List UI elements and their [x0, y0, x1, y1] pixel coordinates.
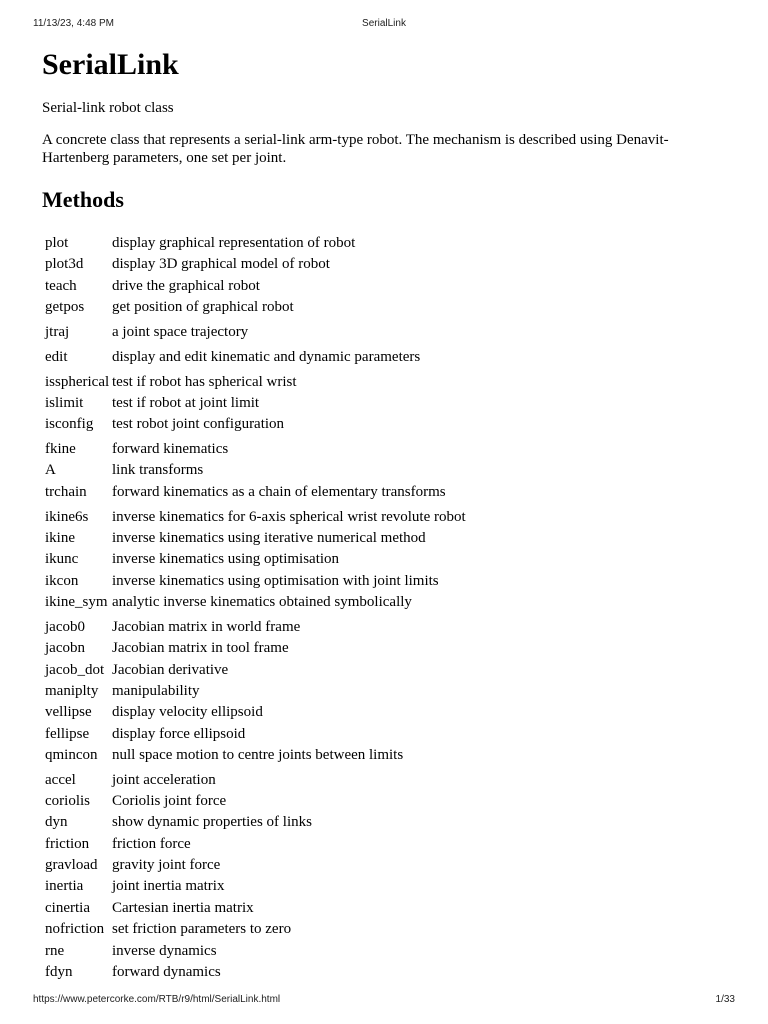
method-description: joint inertia matrix [112, 878, 225, 895]
method-description: test if robot has spherical wrist [112, 373, 297, 390]
method-row [45, 528, 705, 549]
method-description: drive the graphical robot [112, 277, 260, 294]
method-row [45, 439, 705, 460]
method-description: Jacobian matrix in tool frame [112, 640, 289, 657]
method-description: forward dynamics [112, 963, 221, 980]
method-name: nofriction [45, 921, 105, 938]
method-description: Coriolis joint force [112, 793, 227, 810]
method-row [45, 276, 705, 297]
method-name: jacob_dot [45, 661, 105, 678]
method-row [45, 745, 705, 766]
method-name: cinertia [45, 899, 90, 916]
method-description: manipulability [112, 682, 200, 699]
class-description: A concrete class that represents a serial-link arm-type robot. The mechanism is described using Denavit-Hartenberg parameters, one set per joint. [42, 132, 669, 166]
print-footer [0, 994, 768, 1008]
method-description: display graphical representation of robot [112, 235, 356, 251]
method-name: islimit [45, 394, 84, 411]
method-group [45, 322, 705, 343]
method-row [45, 617, 705, 638]
method-group [45, 347, 705, 368]
method-description: display 3D graphical model of robot [112, 256, 330, 273]
method-description: gravity joint force [112, 857, 221, 874]
method-name: getpos [45, 299, 85, 316]
method-row [45, 876, 705, 897]
page-title: SerialLink [42, 48, 179, 81]
method-group [45, 372, 705, 436]
method-row [45, 347, 705, 368]
method-name: jacob0 [45, 618, 85, 635]
method-row [45, 919, 705, 940]
method-row [45, 941, 705, 962]
method-name: isspherical [45, 373, 110, 390]
method-name: jtraj [45, 323, 70, 340]
method-row [45, 638, 705, 659]
method-name: fdyn [45, 963, 73, 980]
method-name: edit [45, 348, 68, 365]
methods-heading: Methods [42, 187, 124, 212]
method-row [45, 414, 705, 435]
method-row [45, 393, 705, 414]
method-group [45, 439, 705, 503]
method-description: Jacobian derivative [112, 661, 229, 678]
method-row [45, 834, 705, 855]
method-description: inverse kinematics using optimisation [112, 551, 340, 568]
method-description: set friction parameters to zero [112, 921, 292, 938]
method-description: show dynamic properties of links [112, 814, 312, 831]
method-row [45, 372, 705, 393]
method-description: inverse kinematics for 6-axis spherical wrist revolute robot [112, 508, 466, 525]
method-description: display velocity ellipsoid [112, 704, 263, 721]
method-row [45, 507, 705, 528]
method-name: fellipse [45, 725, 90, 742]
method-name: fkine [45, 441, 76, 458]
method-row [45, 898, 705, 919]
method-description: test if robot at joint limit [112, 394, 260, 411]
method-group [45, 233, 705, 318]
methods-table [45, 233, 705, 987]
method-description: inverse kinematics using iterative numerical method [112, 529, 426, 546]
method-description: inverse dynamics [112, 942, 217, 959]
method-name: ikine_sym [45, 594, 108, 610]
method-group [45, 617, 705, 766]
method-row [45, 571, 705, 592]
method-row [45, 681, 705, 702]
document-body [42, 40, 732, 980]
method-group [45, 770, 705, 983]
method-description: null space motion to centre joints between limits [112, 746, 404, 763]
method-row [45, 724, 705, 745]
method-row [45, 702, 705, 723]
method-name: vellipse [45, 704, 92, 721]
method-row [45, 322, 705, 343]
method-name: ikcon [45, 572, 79, 589]
method-name: plot3d [45, 256, 84, 273]
method-name: accel [45, 771, 76, 788]
method-description: Jacobian matrix in world frame [112, 618, 301, 635]
method-description: link transforms [112, 462, 204, 479]
method-row [45, 592, 705, 613]
method-name: qmincon [45, 746, 98, 763]
method-name: coriolis [45, 793, 90, 810]
method-name: trchain [45, 483, 87, 500]
source-url-link[interactable]: https://www.petercorke.com/RTB/r9/html/SerialLink.html [33, 994, 281, 1005]
method-row [45, 962, 705, 983]
method-description: forward kinematics [112, 441, 229, 458]
print-page-title: SerialLink [362, 18, 406, 29]
method-description: display force ellipsoid [112, 725, 246, 742]
method-row [45, 791, 705, 812]
method-description: a joint space trajectory [112, 323, 249, 340]
method-name: maniplty [45, 682, 99, 699]
method-description: get position of graphical robot [112, 299, 294, 316]
method-group [45, 507, 705, 614]
method-description: analytic inverse kinematics obtained symbolically [112, 594, 412, 610]
method-name: plot [45, 235, 69, 251]
class-summary: Serial-link robot class [42, 100, 174, 116]
method-name: teach [45, 277, 77, 294]
method-row [45, 460, 705, 481]
method-description: friction force [112, 835, 191, 852]
method-name: A [45, 462, 56, 479]
method-description: joint acceleration [112, 771, 216, 788]
method-name: ikine [45, 529, 75, 546]
method-name: dyn [45, 814, 68, 831]
method-name: ikine6s [45, 508, 89, 525]
method-row [45, 482, 705, 503]
method-row [45, 812, 705, 833]
method-row [45, 660, 705, 681]
method-row [45, 297, 705, 318]
method-row [45, 254, 705, 275]
method-row [45, 770, 705, 791]
method-row [45, 549, 705, 570]
page-number: 1/33 [715, 994, 735, 1005]
print-datetime: 11/13/23, 4:48 PM [33, 18, 114, 29]
method-row [45, 233, 705, 254]
method-name: jacobn [45, 640, 85, 657]
method-name: friction [45, 835, 90, 852]
method-name: inertia [45, 878, 84, 895]
method-row [45, 855, 705, 876]
method-name: ikunc [45, 551, 79, 568]
print-header [0, 18, 768, 32]
method-description: inverse kinematics using optimisation with joint limits [112, 572, 439, 589]
method-name: gravload [45, 857, 98, 874]
method-description: forward kinematics as a chain of elementary transforms [112, 483, 446, 500]
method-description: Cartesian inertia matrix [112, 899, 254, 916]
method-description: test robot joint configuration [112, 416, 285, 433]
method-name: rne [45, 942, 65, 959]
method-description: display and edit kinematic and dynamic parameters [112, 348, 421, 365]
method-name: isconfig [45, 416, 94, 433]
